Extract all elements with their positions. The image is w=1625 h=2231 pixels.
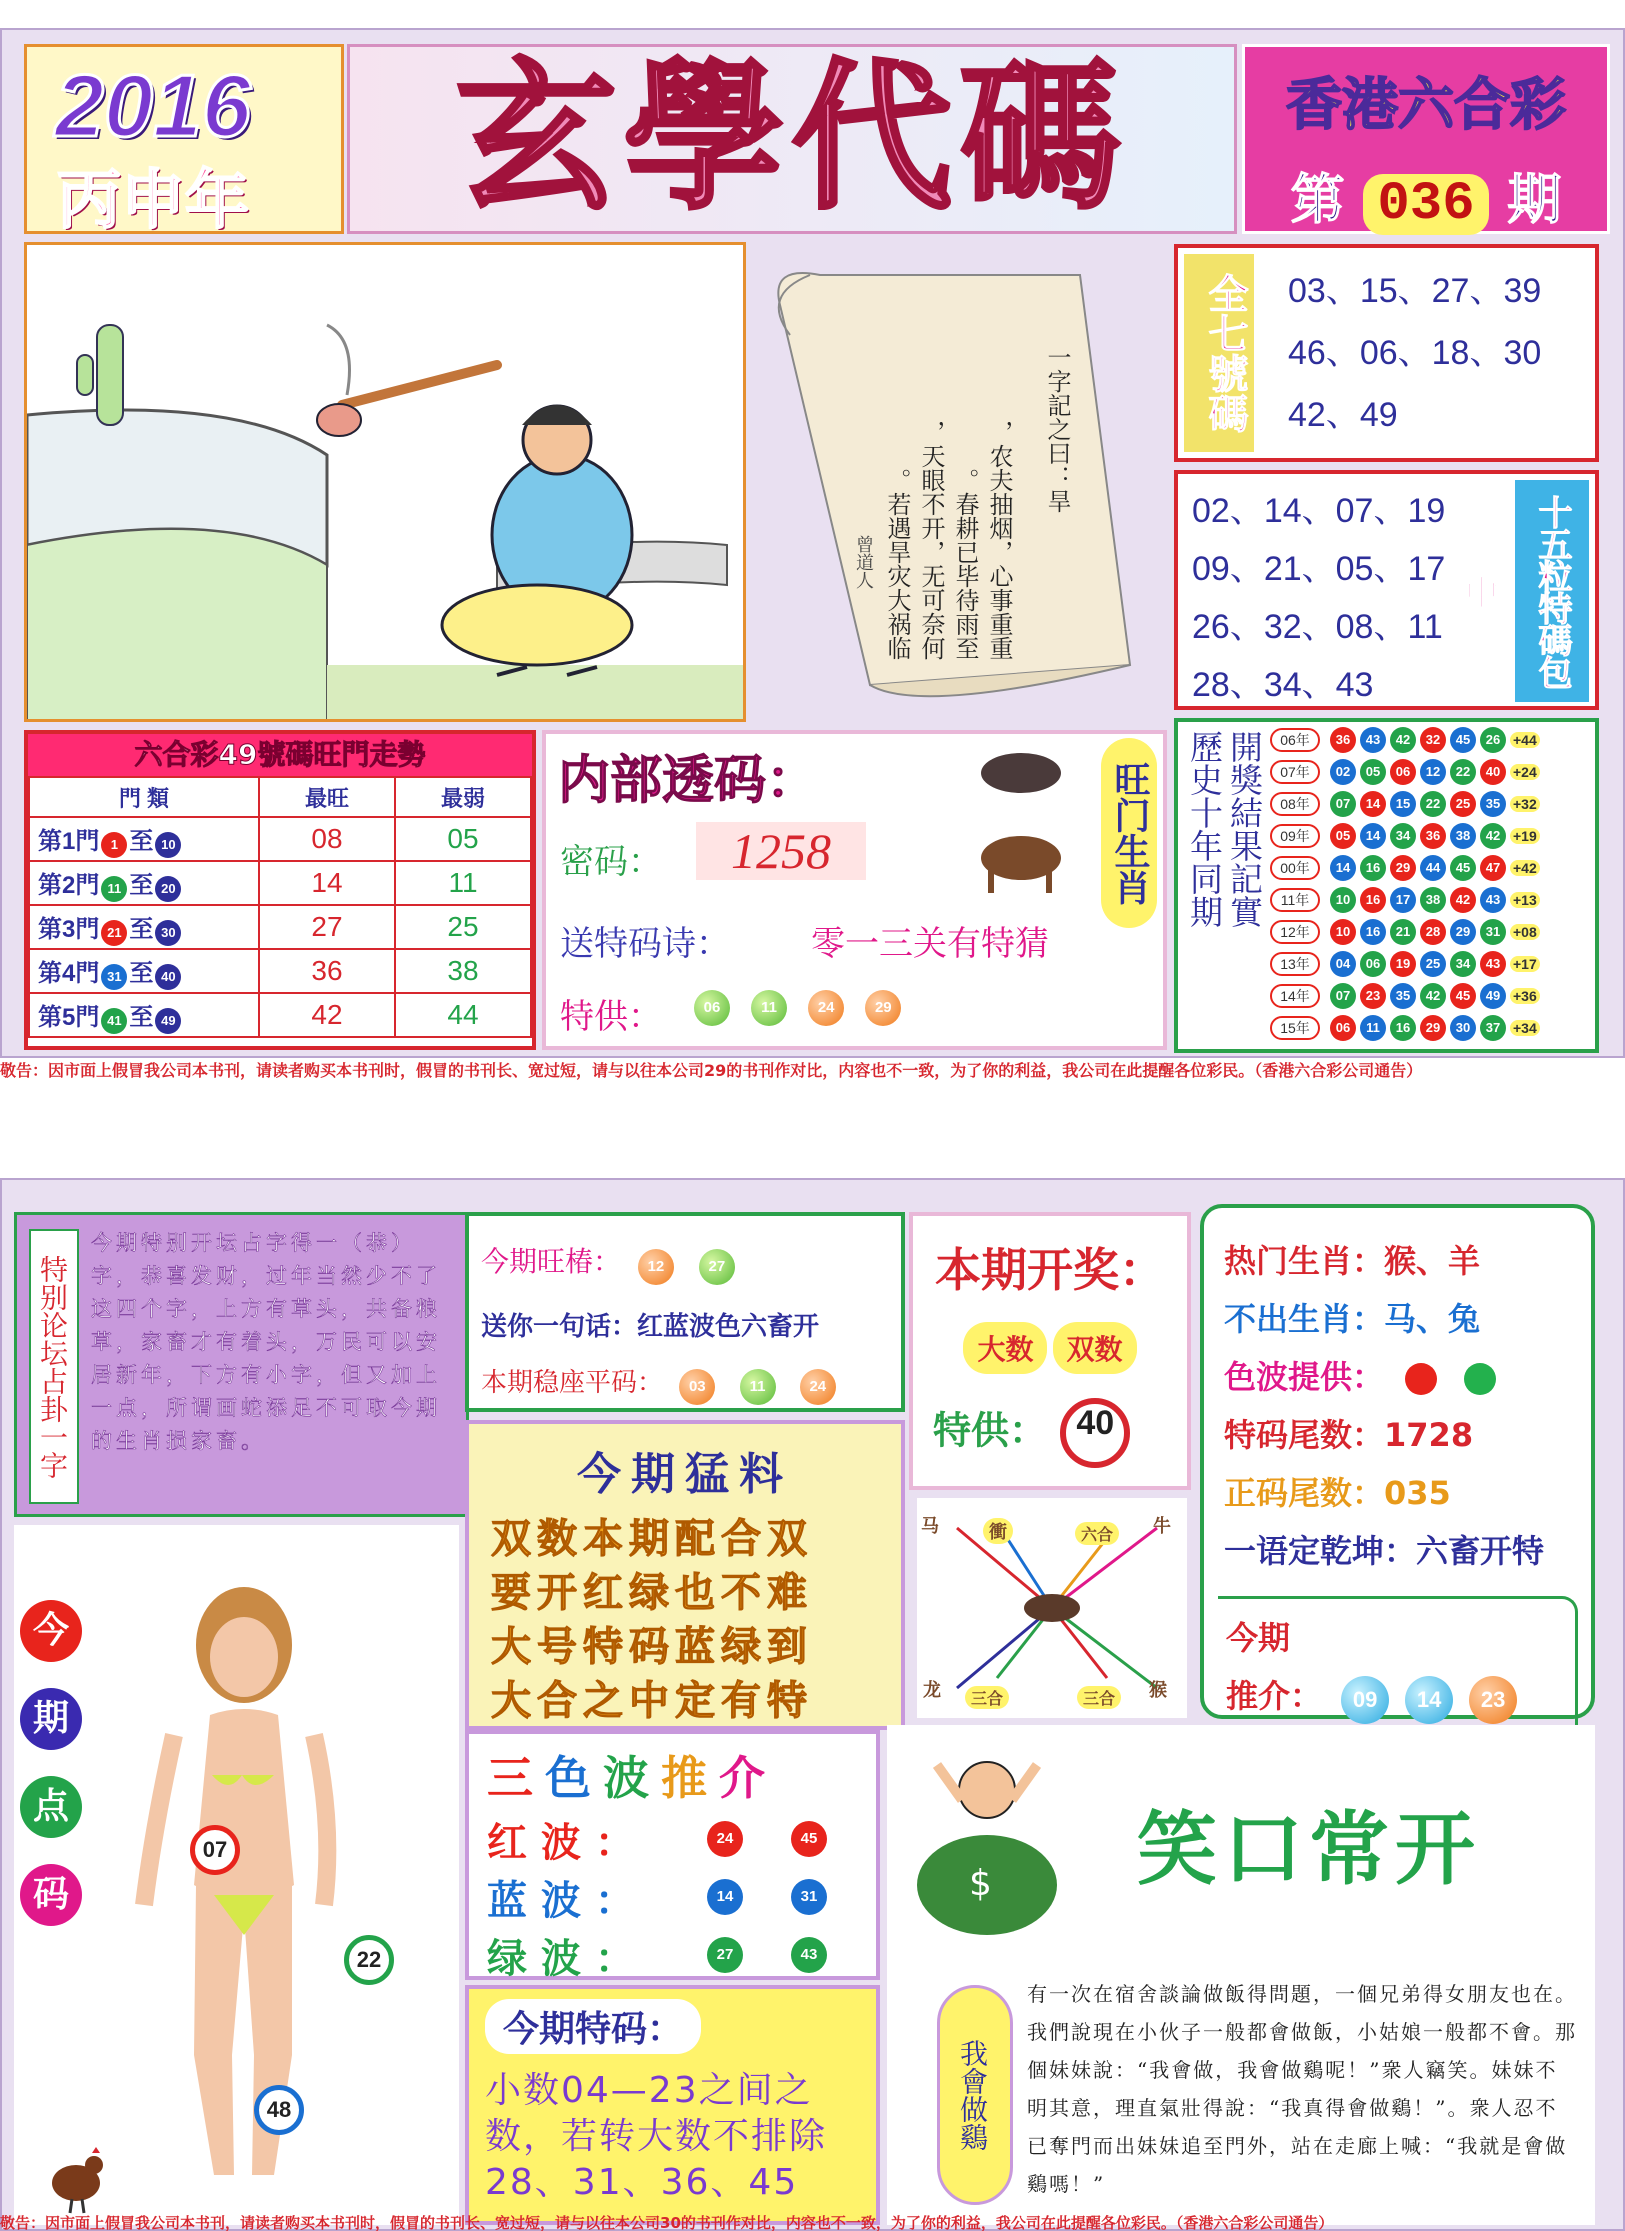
history-ball: 25 xyxy=(1420,951,1446,977)
history-ball: 45 xyxy=(1450,983,1476,1009)
gate-cell xyxy=(29,861,259,905)
history-year: 15年 xyxy=(1270,1016,1320,1040)
gate-row xyxy=(29,949,531,993)
history-special: +13 xyxy=(1510,892,1540,908)
history-year: 13年 xyxy=(1270,952,1320,976)
history-ball: 19 xyxy=(1390,951,1416,977)
farmer-illustration xyxy=(24,242,746,722)
wave-row xyxy=(487,1868,876,1926)
history-ball: 35 xyxy=(1390,983,1416,1009)
history-ball: 36 xyxy=(1420,823,1446,849)
gate-row xyxy=(29,993,531,1037)
col-header: 最旺 xyxy=(259,777,395,817)
gate-name: 第1門 xyxy=(38,827,100,855)
model-ball: 48 xyxy=(254,2085,304,2135)
cold-cell: 05 xyxy=(395,817,531,861)
green-wave-dot xyxy=(1464,1363,1496,1395)
flat-label: 本期稳座平码： xyxy=(481,1368,664,1398)
gate-mid: 至 xyxy=(129,1003,154,1031)
history-ball: 14 xyxy=(1360,791,1386,817)
joke-panel xyxy=(887,1725,1595,2225)
wave-rows xyxy=(487,1810,876,1984)
history-label-a: 歷史十年同期 xyxy=(1185,730,1224,928)
special-panel xyxy=(465,1985,880,2225)
scroll-heading: 一字記之曰：旱 xyxy=(1043,345,1071,513)
code-row: 02、14、07、19 xyxy=(1192,492,1446,530)
qiankun-label: 一语定乾坤： xyxy=(1224,1532,1417,1570)
phrase-text: 红蓝波色六畜开 xyxy=(637,1312,820,1342)
history-ball: 29 xyxy=(1420,1015,1446,1041)
wang-row xyxy=(481,1240,743,1285)
special-text: 小数04—23之间之数，若转大数不排除28、31、36、45 xyxy=(485,2070,828,2203)
out-zodiac-row xyxy=(1224,1290,1591,1348)
history-row xyxy=(1270,724,1595,756)
model-figure xyxy=(114,1585,374,2205)
history-row xyxy=(1270,820,1595,852)
fifteen-numbers xyxy=(1192,482,1445,714)
history-special: +32 xyxy=(1510,796,1540,812)
special-ball: 40 xyxy=(1060,1398,1130,1468)
password-value: 1258 xyxy=(696,822,866,880)
issue-suffix: 期 xyxy=(1507,168,1562,231)
number-ball: 23 xyxy=(1469,1676,1517,1724)
gate-row xyxy=(29,905,531,949)
scroll-line: 农夫抽烟，心事重重， xyxy=(985,420,1013,660)
gate-from-ball: 11 xyxy=(101,876,127,902)
history-ball: 38 xyxy=(1420,887,1446,913)
history-ball: 29 xyxy=(1390,855,1416,881)
gate-mid: 至 xyxy=(129,827,154,855)
scroll-poem xyxy=(880,340,1016,660)
history-ball: 05 xyxy=(1330,823,1356,849)
gate-table xyxy=(28,776,532,1038)
dian-char: 点 xyxy=(20,1776,82,1838)
cold-cell: 44 xyxy=(395,993,531,1037)
history-ball: 42 xyxy=(1390,727,1416,753)
number-ball: 43 xyxy=(791,1937,827,1973)
history-ball: 35 xyxy=(1480,791,1506,817)
number-ball: 14 xyxy=(707,1879,743,1915)
history-year: 09年 xyxy=(1270,824,1320,848)
meng-line: 双数本期配合双 xyxy=(491,1515,813,1562)
history-ball: 10 xyxy=(1330,919,1356,945)
number-ball: 11 xyxy=(751,990,787,1026)
number-ball: 06 xyxy=(694,990,730,1026)
number-ball: 29 xyxy=(865,990,901,1026)
wang-panel xyxy=(465,1212,905,1412)
history-year: 00年 xyxy=(1270,856,1320,880)
forum-text: 今期特别开坛占字得一（恭）字，恭喜发财，过年当然少不了这四个字，上方有草头，共备粮草，家畜才有着头，万民可以安居新年，下方有小字，但又加上一点，所谓画蛇添足不可取今期的生肖损家畜。 xyxy=(91,1231,441,1453)
history-ball: 16 xyxy=(1360,887,1386,913)
cold-cell: 25 xyxy=(395,905,531,949)
code-row: 28、34、43 xyxy=(1192,666,1374,704)
compass-panel xyxy=(917,1498,1187,1718)
joke-title: 笑口常开 xyxy=(1137,1803,1481,1896)
history-ball: 42 xyxy=(1480,823,1506,849)
gate-cell xyxy=(29,905,259,949)
gate-row xyxy=(29,817,531,861)
history-ball: 07 xyxy=(1330,983,1356,1009)
gate-mid: 至 xyxy=(129,871,154,899)
red-wave-dot xyxy=(1405,1363,1437,1395)
hot-cell: 14 xyxy=(259,861,395,905)
page-title: 玄學代碼 xyxy=(455,43,1128,231)
history-row xyxy=(1270,948,1595,980)
history-year: 14年 xyxy=(1270,984,1320,1008)
history-row xyxy=(1270,980,1595,1012)
hot-cell: 08 xyxy=(259,817,395,861)
title-char: 波 xyxy=(603,1751,661,1805)
compass-label: 六合 xyxy=(1075,1522,1119,1545)
gate-to-ball: 30 xyxy=(155,920,181,946)
gate-cell xyxy=(29,949,259,993)
history-ball: 23 xyxy=(1360,983,1386,1009)
title-char: 三 xyxy=(487,1751,545,1805)
scroll-line: 若遇旱灾大祸临。 xyxy=(883,468,911,660)
issue-row xyxy=(1245,157,1607,235)
wave-row xyxy=(487,1926,876,1984)
title-block xyxy=(347,44,1237,234)
history-ball: 16 xyxy=(1390,1015,1416,1041)
dian-char: 今 xyxy=(20,1600,82,1662)
history-special: +24 xyxy=(1510,764,1540,780)
big-number-tag: 大数 xyxy=(963,1322,1047,1374)
meng-line: 大合之中定有特 xyxy=(491,1677,813,1724)
wave-row xyxy=(487,1810,876,1868)
number-ball: 09 xyxy=(1341,1676,1389,1724)
number-ball: 24 xyxy=(808,990,844,1026)
history-label-b: 開獎結果記實 xyxy=(1225,730,1264,928)
history-ball: 44 xyxy=(1420,855,1446,881)
brand-block xyxy=(1242,44,1610,234)
top-sheet xyxy=(0,28,1625,1058)
draw-offer-label: 特供： xyxy=(933,1408,1048,1453)
even-number-tag: 双数 xyxy=(1053,1322,1137,1374)
flat-row xyxy=(481,1362,844,1405)
full-code-box xyxy=(1174,244,1599,462)
history-ball: 43 xyxy=(1360,727,1386,753)
history-ball: 16 xyxy=(1360,855,1386,881)
bottom-sheet xyxy=(0,1178,1625,2231)
phrase-row xyxy=(481,1306,819,1343)
scroll-line: 春耕已毕待雨至。 xyxy=(951,468,979,660)
rooster-icon xyxy=(42,2145,112,2215)
meng-panel xyxy=(465,1420,905,1730)
code-row: 03、15、27、39 xyxy=(1288,272,1542,310)
issue-number: 036 xyxy=(1363,174,1488,235)
poem-text: 零一三关有特猜 xyxy=(811,924,1049,964)
wave-label: 红 波 ： xyxy=(487,1819,635,1866)
gate-to-ball: 49 xyxy=(155,1008,181,1034)
hot-cell: 36 xyxy=(259,949,395,993)
offer-balls xyxy=(686,990,909,1026)
tail-row xyxy=(1224,1406,1591,1464)
history-ball: 30 xyxy=(1450,1015,1476,1041)
full-code-label: 全七號碼 xyxy=(1184,254,1254,452)
code-row: 42、49 xyxy=(1288,396,1398,434)
number-ball: 24 xyxy=(707,1821,743,1857)
history-ball: 04 xyxy=(1330,951,1356,977)
issue-prefix: 第 xyxy=(1290,168,1345,231)
svg-text:$: $ xyxy=(969,1863,992,1904)
hot-cell: 42 xyxy=(259,993,395,1037)
history-row xyxy=(1270,1012,1595,1044)
joke-text: 有一次在宿舍談論做飯得問題，一個兄弟得女朋友也在。我們說現在小伙子一般都會做飯，小姑娘一般都不會。那個妹妹說：“我會做，我會做鷄呢！”衆人竊笑。妹妹不明其意，理直氣壯得說：“我真得會做鷄！”。衆人忍不已奪門而出妹妹追至門外，站在走廊上喊：“我就是會做鷄嗎！” xyxy=(1027,1982,1577,2196)
gate-from-ball: 21 xyxy=(101,920,127,946)
wave-label: 色波提供： xyxy=(1224,1358,1385,1396)
number-ball: 27 xyxy=(699,1249,735,1285)
history-ball: 15 xyxy=(1390,791,1416,817)
history-ball: 25 xyxy=(1450,791,1476,817)
col-header: 最弱 xyxy=(395,777,531,817)
out-label: 不出生肖： xyxy=(1224,1300,1385,1338)
history-row xyxy=(1270,916,1595,948)
recommend-block xyxy=(1218,1596,1578,1725)
number-ball: 45 xyxy=(791,1821,827,1857)
title-char: 色 xyxy=(545,1751,603,1805)
history-ball: 22 xyxy=(1450,759,1476,785)
special-title: 今期特码： xyxy=(485,1999,701,2054)
meng-lines xyxy=(491,1512,901,1728)
wave-label: 蓝 波 ： xyxy=(487,1877,635,1924)
poem-label: 送特码诗： xyxy=(560,924,730,964)
wang-title: 今期旺椿： xyxy=(481,1245,622,1278)
gate-from-ball: 41 xyxy=(101,1008,127,1034)
gate-name: 第3門 xyxy=(38,915,100,943)
gate-mid: 至 xyxy=(129,915,154,943)
history-ball: 17 xyxy=(1390,887,1416,913)
gate-from-ball: 1 xyxy=(101,832,127,858)
history-ball: 11 xyxy=(1360,1015,1386,1041)
history-ball: 45 xyxy=(1450,855,1476,881)
history-ball: 05 xyxy=(1360,759,1386,785)
history-ball: 29 xyxy=(1450,919,1476,945)
history-row xyxy=(1270,852,1595,884)
history-special: +36 xyxy=(1510,988,1540,1004)
history-ball: 42 xyxy=(1450,887,1476,913)
gate-mid: 至 xyxy=(129,959,154,987)
history-ball: 07 xyxy=(1330,791,1356,817)
gate-to-ball: 40 xyxy=(155,964,181,990)
gate-name: 第2門 xyxy=(38,871,100,899)
history-ball: 10 xyxy=(1330,887,1356,913)
draw-tags xyxy=(913,1322,1187,1374)
gate-from-ball: 31 xyxy=(101,964,127,990)
password-label: 密码： xyxy=(560,842,662,882)
meng-title: 今期猛料 xyxy=(577,1449,793,1500)
out-value: 马、兔 xyxy=(1384,1300,1481,1338)
code-row: 26、32、08、11 xyxy=(1192,608,1443,646)
gate-name: 第5門 xyxy=(38,1003,100,1031)
gate-cell xyxy=(29,993,259,1037)
history-ball: 36 xyxy=(1330,727,1356,753)
wave-row xyxy=(1224,1348,1591,1406)
meng-line: 大号特码蓝绿到 xyxy=(491,1623,813,1670)
recommend-label: 推介： xyxy=(1226,1677,1323,1715)
brand-name: 香港六合彩 xyxy=(1286,73,1566,138)
phrase-label: 送你一句话： xyxy=(481,1312,638,1342)
history-ball: 38 xyxy=(1450,823,1476,849)
history-year: 11年 xyxy=(1270,888,1320,912)
meng-line: 要开红绿也不难 xyxy=(491,1569,813,1616)
rat-and-ox-icon xyxy=(966,738,1086,898)
history-ball: 26 xyxy=(1480,727,1506,753)
fifteen-label: 十五粒特碼包中 xyxy=(1515,480,1589,702)
dian-label xyxy=(20,1600,90,1926)
model-ball: 22 xyxy=(344,1935,394,1985)
hot-zodiac-row xyxy=(1224,1232,1591,1290)
model-panel xyxy=(14,1525,459,2225)
compass-label: 马 xyxy=(921,1516,939,1537)
recommend-title: 今期 xyxy=(1226,1619,1291,1657)
number-ball: 14 xyxy=(1405,1676,1453,1724)
number-ball: 11 xyxy=(740,1369,776,1405)
code-row: 46、06、18、30 xyxy=(1288,334,1542,372)
tail-value: 1728 xyxy=(1384,1416,1474,1454)
history-special: +17 xyxy=(1510,956,1540,972)
history-ball: 12 xyxy=(1420,759,1446,785)
forum-label: 特别论坛占卦一字 xyxy=(29,1229,79,1504)
qiankun-row xyxy=(1224,1522,1591,1580)
compass-label: 三合 xyxy=(965,1686,1009,1709)
tail-label: 特码尾数： xyxy=(1224,1416,1385,1454)
cold-cell: 38 xyxy=(395,949,531,993)
inside-code-panel xyxy=(542,730,1167,1050)
number-ball: 27 xyxy=(707,1937,743,1973)
rat-icon xyxy=(1024,1594,1080,1622)
bottom-notice: 敬告：因市面上假冒我公司本书刊，请读者购买本书刊时，假冒的书刊长、宽过短，请与以往本公司30的书刊作对比，内容也不一致，为了你的利益，我公司在此提醒各位彩民。（香港六合彩公司通告） xyxy=(0,2214,1334,2231)
history-ball: 16 xyxy=(1360,919,1386,945)
dian-char: 期 xyxy=(20,1688,82,1750)
qiankun-value: 六畜开特 xyxy=(1416,1532,1545,1570)
gate-table-title: 六合彩49號碼旺門走勢 xyxy=(28,734,532,776)
history-ball: 06 xyxy=(1330,1015,1356,1041)
zodiac-panel xyxy=(1200,1204,1595,1719)
wave-label: 绿 波 ： xyxy=(487,1935,635,1982)
history-ball: 31 xyxy=(1480,919,1506,945)
history-ball: 43 xyxy=(1480,951,1506,977)
history-row xyxy=(1270,788,1595,820)
compass-label: 牛 xyxy=(1153,1516,1171,1537)
code-row: 09、21、05、17 xyxy=(1192,550,1446,588)
forum-panel xyxy=(14,1212,469,1517)
top-notice: 敬告：因市面上假冒我公司本书刊，请读者购买本书刊时，假冒的书刊长、宽过短，请与以往本公司29的书刊作对比，内容也不一致，为了你的利益，我公司在此提醒各位彩民。（香港六合彩公司通告） xyxy=(0,1061,1423,1080)
history-ball: 14 xyxy=(1360,823,1386,849)
history-ball: 49 xyxy=(1480,983,1506,1009)
history-special: +42 xyxy=(1510,860,1540,876)
hot-cell: 27 xyxy=(259,905,395,949)
ztail-value: 035 xyxy=(1384,1474,1451,1512)
three-wave-title xyxy=(487,1742,876,1808)
history-ball: 06 xyxy=(1390,759,1416,785)
dian-char: 码 xyxy=(20,1864,82,1926)
history-ball: 34 xyxy=(1390,823,1416,849)
history-ball: 34 xyxy=(1450,951,1476,977)
history-special: +34 xyxy=(1510,1020,1540,1036)
history-row xyxy=(1270,756,1595,788)
year-name: 丙申年 xyxy=(57,164,249,238)
history-ball: 37 xyxy=(1480,1015,1506,1041)
history-panel xyxy=(1174,718,1599,1053)
cold-cell: 11 xyxy=(395,861,531,905)
col-header: 門 類 xyxy=(29,777,259,817)
offer-label: 特供： xyxy=(560,997,662,1037)
compass-label: 三合 xyxy=(1077,1686,1121,1709)
history-ball: 28 xyxy=(1420,919,1446,945)
history-ball: 22 xyxy=(1420,791,1446,817)
number-ball: 12 xyxy=(638,1249,674,1285)
hot-value: 猴、羊 xyxy=(1384,1242,1481,1280)
three-wave-panel xyxy=(465,1730,880,1980)
number-ball: 03 xyxy=(679,1369,715,1405)
history-year: 08年 xyxy=(1270,792,1320,816)
joke-side-label: 我會做鷄 xyxy=(937,1985,1013,2205)
number-ball: 31 xyxy=(791,1879,827,1915)
history-year: 06年 xyxy=(1270,728,1320,752)
year-text: 2016 xyxy=(55,56,251,155)
fifteen-code-box xyxy=(1174,470,1599,710)
title-char: 介 xyxy=(719,1751,777,1805)
gate-table-panel xyxy=(24,730,536,1050)
money-bag-man-icon xyxy=(907,1745,1067,1935)
history-ball: 06 xyxy=(1360,951,1386,977)
title-char: 推 xyxy=(661,1751,719,1805)
gate-row xyxy=(29,861,531,905)
history-rows xyxy=(1270,724,1595,1044)
model-ball: 07 xyxy=(190,1825,240,1875)
number-ball: 24 xyxy=(800,1369,836,1405)
scroll-panel xyxy=(750,245,1170,720)
history-row xyxy=(1270,884,1595,916)
history-ball: 32 xyxy=(1420,727,1446,753)
inside-title: 内部透码： xyxy=(558,751,819,811)
ztail-label: 正码尾数： xyxy=(1224,1474,1385,1512)
compass-label: 龙 xyxy=(923,1680,941,1701)
history-ball: 21 xyxy=(1390,919,1416,945)
history-ball: 14 xyxy=(1330,855,1356,881)
draw-panel xyxy=(909,1212,1191,1490)
history-special: +44 xyxy=(1510,732,1540,748)
gate-cell xyxy=(29,817,259,861)
history-ball: 45 xyxy=(1450,727,1476,753)
history-ball: 47 xyxy=(1480,855,1506,881)
compass-label: 猴 xyxy=(1149,1680,1167,1701)
history-ball: 02 xyxy=(1330,759,1356,785)
history-ball: 40 xyxy=(1480,759,1506,785)
gate-to-ball: 10 xyxy=(155,832,181,858)
year-block xyxy=(24,44,344,238)
ztail-row xyxy=(1224,1464,1591,1522)
gate-name: 第4門 xyxy=(38,959,100,987)
zodiac-label: 旺门生肖 xyxy=(1101,738,1157,928)
scroll-line: 天眼不开，无可奈何， xyxy=(917,420,945,660)
history-year: 07年 xyxy=(1270,760,1320,784)
gate-to-ball: 20 xyxy=(155,876,181,902)
scroll-seal: 曾道人 xyxy=(853,535,874,589)
hot-label: 热门生肖： xyxy=(1224,1242,1385,1280)
draw-offer-row xyxy=(933,1398,1187,1468)
history-special: +08 xyxy=(1510,924,1540,940)
recommend-row xyxy=(1226,1667,1575,1725)
draw-title: 本期开奖： xyxy=(935,1243,1165,1297)
compass-label: 衝 xyxy=(983,1518,1013,1544)
history-special: +19 xyxy=(1510,828,1540,844)
history-ball: 42 xyxy=(1420,983,1446,1009)
history-ball: 43 xyxy=(1480,887,1506,913)
history-year: 12年 xyxy=(1270,920,1320,944)
full-code-numbers xyxy=(1288,260,1541,446)
